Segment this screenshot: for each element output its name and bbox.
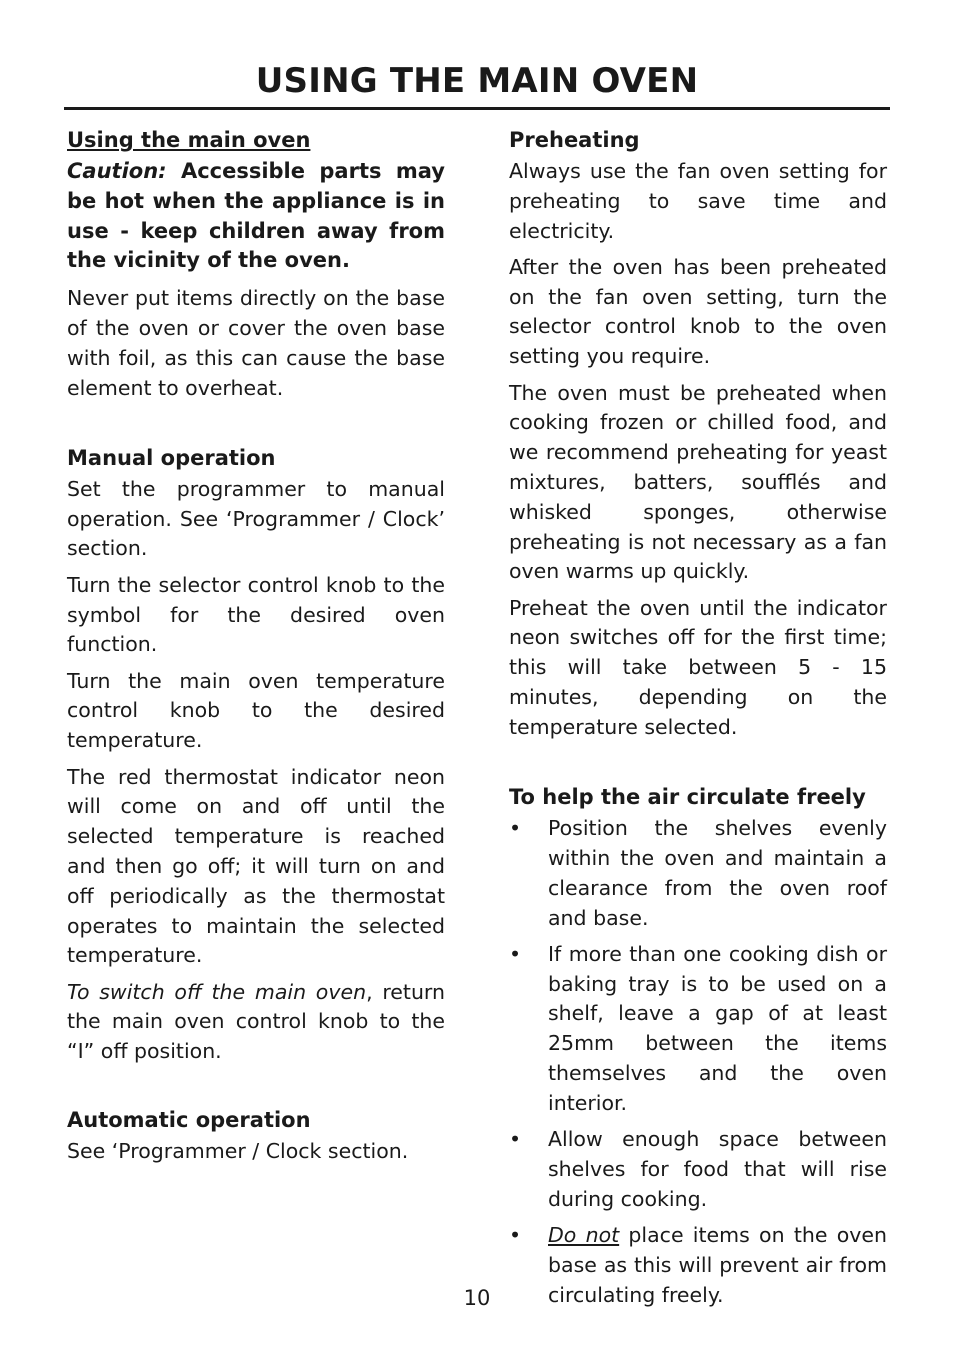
bullet-icon: • — [509, 941, 522, 966]
bullet-icon: • — [509, 1223, 522, 1247]
paragraph-preheating-4: Preheat the oven until the indicator neon switches off for the first time; this will take between 5 - 15 minutes, depending on the temperature selected. — [509, 595, 887, 739]
caution-notice — [67, 157, 445, 276]
paragraph-manual-1: Set the programmer to manual operation. See ‘Programmer / Clock’ section. — [67, 476, 445, 561]
paragraph-manual-2: Turn the selector control knob to the symbol for the desired oven function. — [67, 572, 445, 657]
right-column — [509, 124, 887, 1317]
bullet-icon: • — [509, 816, 522, 841]
heading-manual-operation: Manual operation — [67, 445, 276, 470]
caution-text: Accessible parts may be hot when the appliance is in use - keep children away from the vicinity of the oven. — [67, 159, 445, 273]
heading-preheating: Preheating — [509, 128, 640, 152]
paragraph-preheating-3: The oven must be preheated when cooking frozen or chilled food, and we recommend preheating for yeast mixtures, batters, soufflés and whisked sponges, otherwise preheating is not necessary as a fan oven warms up quickly. — [509, 380, 887, 584]
paragraph-manual-5: To switch off the main oven, return the main oven control knob to the “I” off position. — [67, 979, 445, 1064]
paragraph-oven-base: Never put items directly on the base of the oven or cover the oven base with foil, as this can cause the base element to overheat. — [67, 286, 445, 400]
paragraph-preheating-2: After the oven has been preheated on the fan oven setting, turn the selector control knob to the oven setting you require. — [509, 254, 887, 369]
list-item: • Do not place items on the oven base as this will prevent air from circulating freely. — [509, 1223, 887, 1307]
caution-label: Caution: — [67, 159, 167, 183]
do-not-emphasis: Do not — [548, 1223, 620, 1247]
title-divider — [64, 107, 890, 110]
air-circulation-list — [509, 814, 887, 1310]
list-item: • Position the shelves evenly within the oven and maintain a clearance from the oven roof and base. — [509, 816, 887, 930]
page-title: USING THE MAIN OVEN — [255, 61, 699, 101]
heading-using-main-oven: Using the main oven — [67, 128, 311, 152]
bullet-icon: • — [509, 1127, 522, 1152]
page-number: 10 — [463, 1286, 491, 1310]
list-item: • If more than one cooking dish or baking tray is to be used on a shelf, leave a gap of at least 25mm between the items themselves and the oven interior. — [509, 941, 887, 1115]
paragraph-manual-4: The red thermostat indicator neon will come on and off until the selected temperature is reached and then go off; it will turn on and off periodically as the thermostat operates to maintain the selected temperature. — [67, 764, 445, 968]
paragraph-manual-3: Turn the main oven temperature control knob to the desired temperature. — [67, 668, 445, 753]
heading-automatic-operation: Automatic operation — [67, 1107, 311, 1132]
left-column — [67, 124, 445, 1173]
switch-off-emphasis: To switch off the main oven — [67, 979, 367, 1004]
list-item: • Allow enough space between shelves for food that will rise during cooking. — [509, 1127, 887, 1211]
heading-air-circulate: To help the air circulate freely — [509, 785, 866, 810]
paragraph-automatic-1: See ‘Programmer / Clock section. — [67, 1138, 409, 1163]
paragraph-preheating-1: Always use the fan oven setting for preheating to save time and electricity. — [509, 159, 887, 243]
